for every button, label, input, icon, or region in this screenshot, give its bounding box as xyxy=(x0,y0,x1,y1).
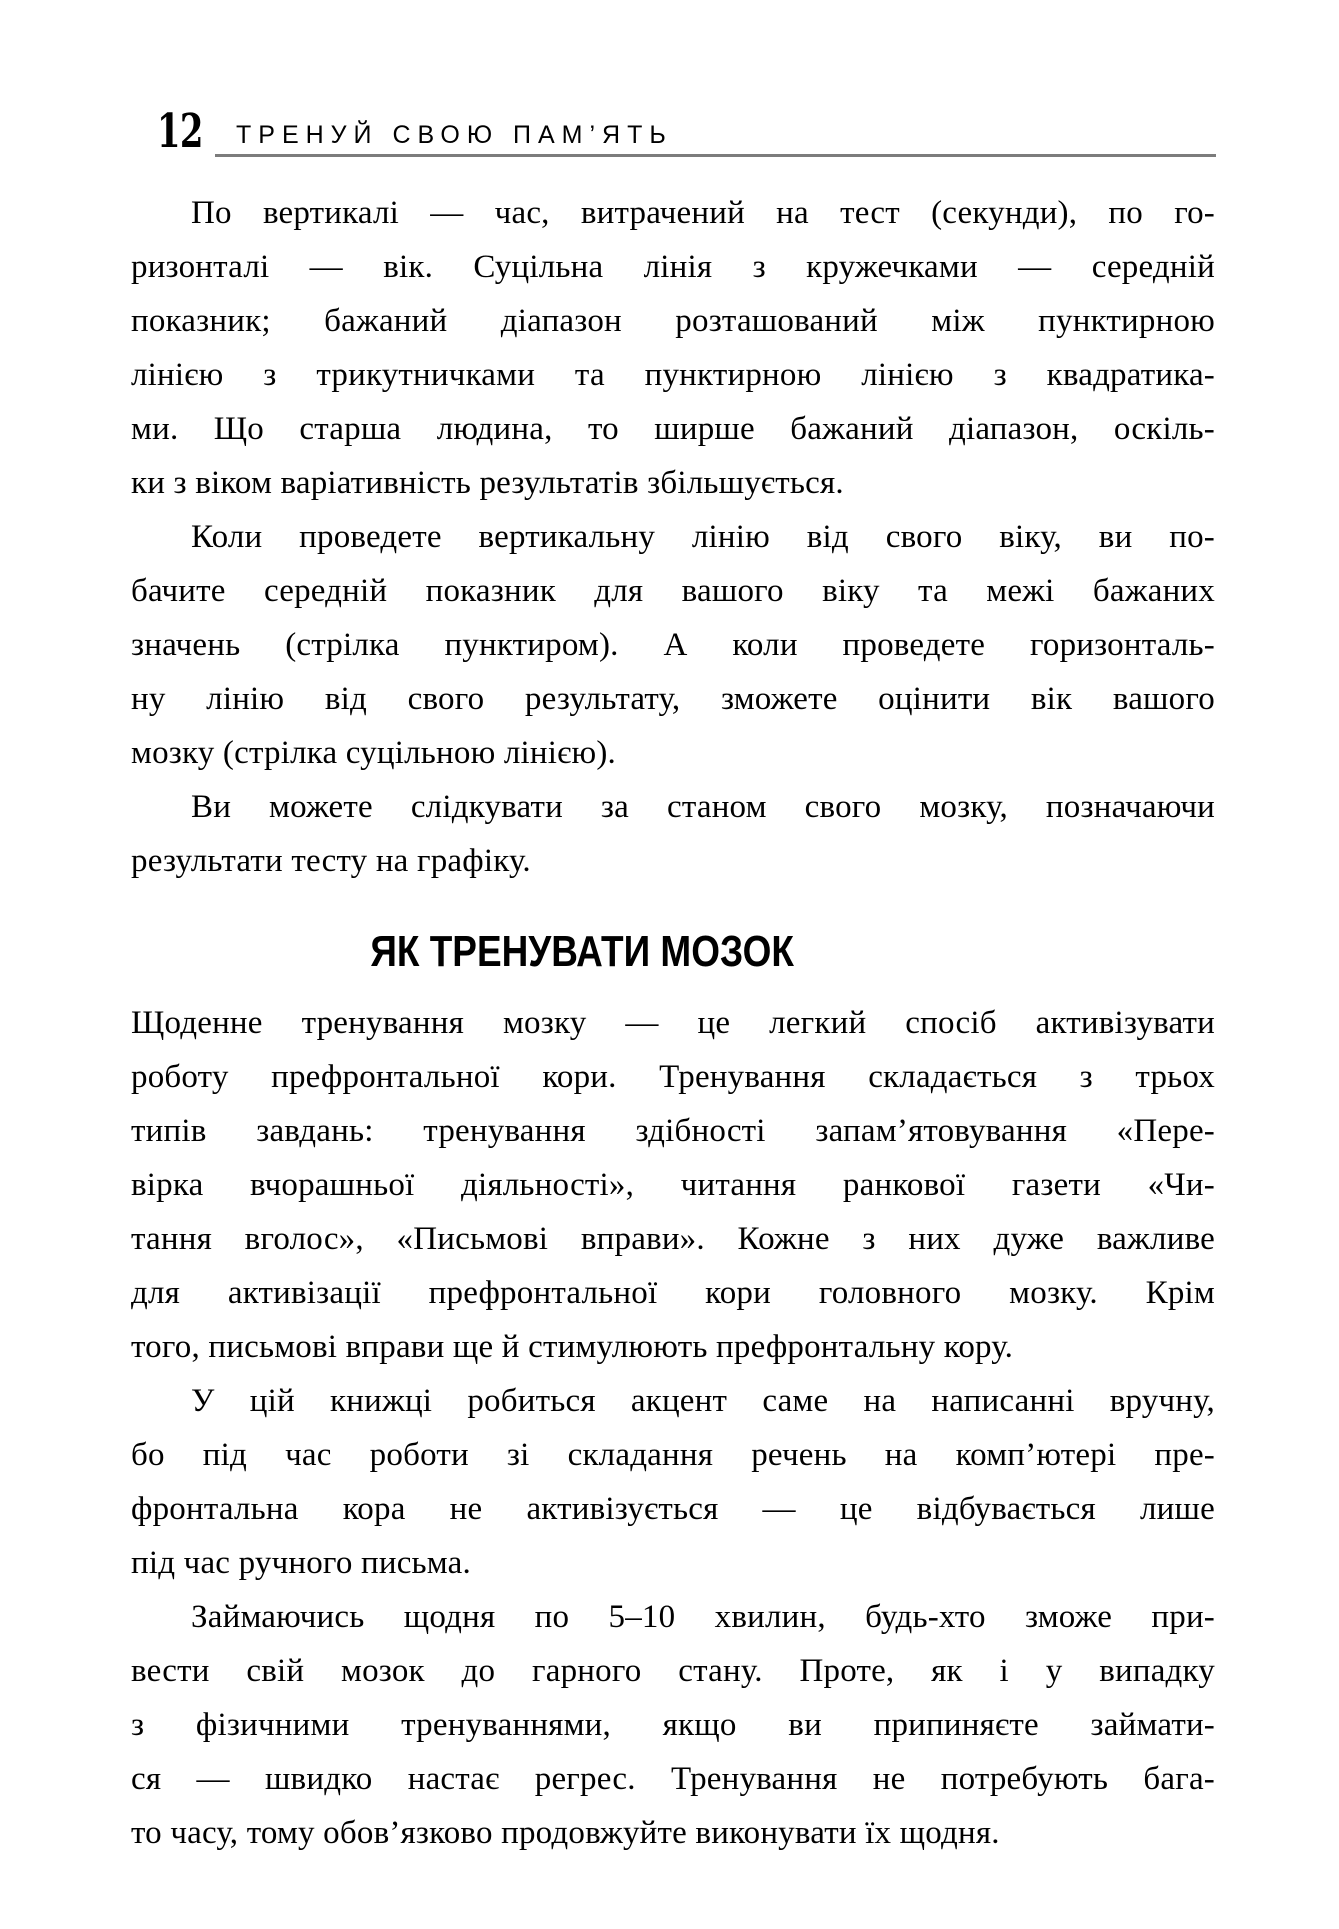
text-line: вірка вчорашньої діяльності», читання ранкової газети «Чи- xyxy=(131,1167,1215,1203)
running-title: ТРЕНУЙ СВОЮ ПАМ’ЯТЬ xyxy=(236,121,673,149)
text-line: ки з віком варіативність результатів збільшується. xyxy=(131,465,844,501)
text-line: ну лінію від свого результату, зможете оцінити вік вашого xyxy=(131,681,1215,717)
text-line: типів завдань: тренування здібності запам’ятовування «Пере- xyxy=(131,1113,1215,1149)
text-line: з фізичними тренуваннями, якщо ви припиняєте займати- xyxy=(131,1707,1215,1743)
section-heading-text: ЯК ТРЕНУВАТИ МОЗОК xyxy=(370,927,794,976)
text-line: то часу, тому обов’язково продовжуйте виконувати їх щодня. xyxy=(131,1815,1000,1851)
text-line: значень (стрілка пунктиром). А коли проведете горизонталь- xyxy=(131,627,1215,663)
text-line: Займаючись щодня по 5–10 хвилин, будь-хто зможе при- xyxy=(191,1599,1215,1635)
text-line: Щоденне тренування мозку — це легкий спосіб активізувати xyxy=(131,1005,1215,1041)
section-heading xyxy=(131,928,1215,976)
text-line: фронтальна кора не активізується — це відбувається лише xyxy=(131,1491,1215,1527)
text-line: ризонталі — вік. Суцільна лінія з кружечками — середній xyxy=(131,249,1215,285)
text-line: бо під час роботи зі складання речень на комп’ютері пре- xyxy=(131,1437,1215,1473)
text-line: роботу префронтальної кори. Тренування складається з трьох xyxy=(131,1059,1215,1095)
paragraph xyxy=(131,1374,1215,1590)
text-line: вести свій мозок до гарного стану. Проте, як і у випадку xyxy=(131,1653,1215,1689)
page-body xyxy=(131,186,1215,1860)
paragraph xyxy=(131,996,1215,1374)
page-header xyxy=(0,0,1339,160)
text-line: По вертикалі — час, витрачений на тест (секунди), по го- xyxy=(191,195,1215,231)
text-line: Ви можете слідкувати за станом свого мозку, позначаючи xyxy=(191,789,1215,825)
text-line: показник; бажаний діапазон розташований між пунктирною xyxy=(131,303,1215,339)
text-line: бачите середній показник для вашого віку та межі бажаних xyxy=(131,573,1215,609)
text-line: лінією з трикутничками та пунктирною лінією з квадратика- xyxy=(131,357,1215,393)
paragraph xyxy=(131,510,1215,780)
text-line: під час ручного письма. xyxy=(131,1545,471,1581)
text-line: результати тесту на графіку. xyxy=(131,843,531,879)
paragraph xyxy=(131,780,1215,888)
text-line: ся — швидко настає регрес. Тренування не потребують бага- xyxy=(131,1761,1215,1797)
paragraph xyxy=(131,1590,1215,1860)
text-line: У цій книжці робиться акцент саме на написанні вручну, xyxy=(191,1383,1215,1419)
text-line: тання вголос», «Письмові вправи». Кожне з них дуже важливе xyxy=(131,1221,1215,1257)
text-line: мозку (стрілка суцільною лінією). xyxy=(131,735,617,771)
header-rule xyxy=(215,154,1216,157)
paragraph xyxy=(131,186,1215,510)
text-line: ми. Що старша людина, то ширше бажаний діапазон, оскіль- xyxy=(131,411,1215,447)
page-number: 12 xyxy=(157,104,203,159)
text-line: Коли проведете вертикальну лінію від свого віку, ви по- xyxy=(191,519,1215,555)
text-line: того, письмові вправи ще й стимулюють префронтальну кору. xyxy=(131,1329,1014,1365)
text-line: для активізації префронтальної кори головного мозку. Крім xyxy=(131,1275,1215,1311)
